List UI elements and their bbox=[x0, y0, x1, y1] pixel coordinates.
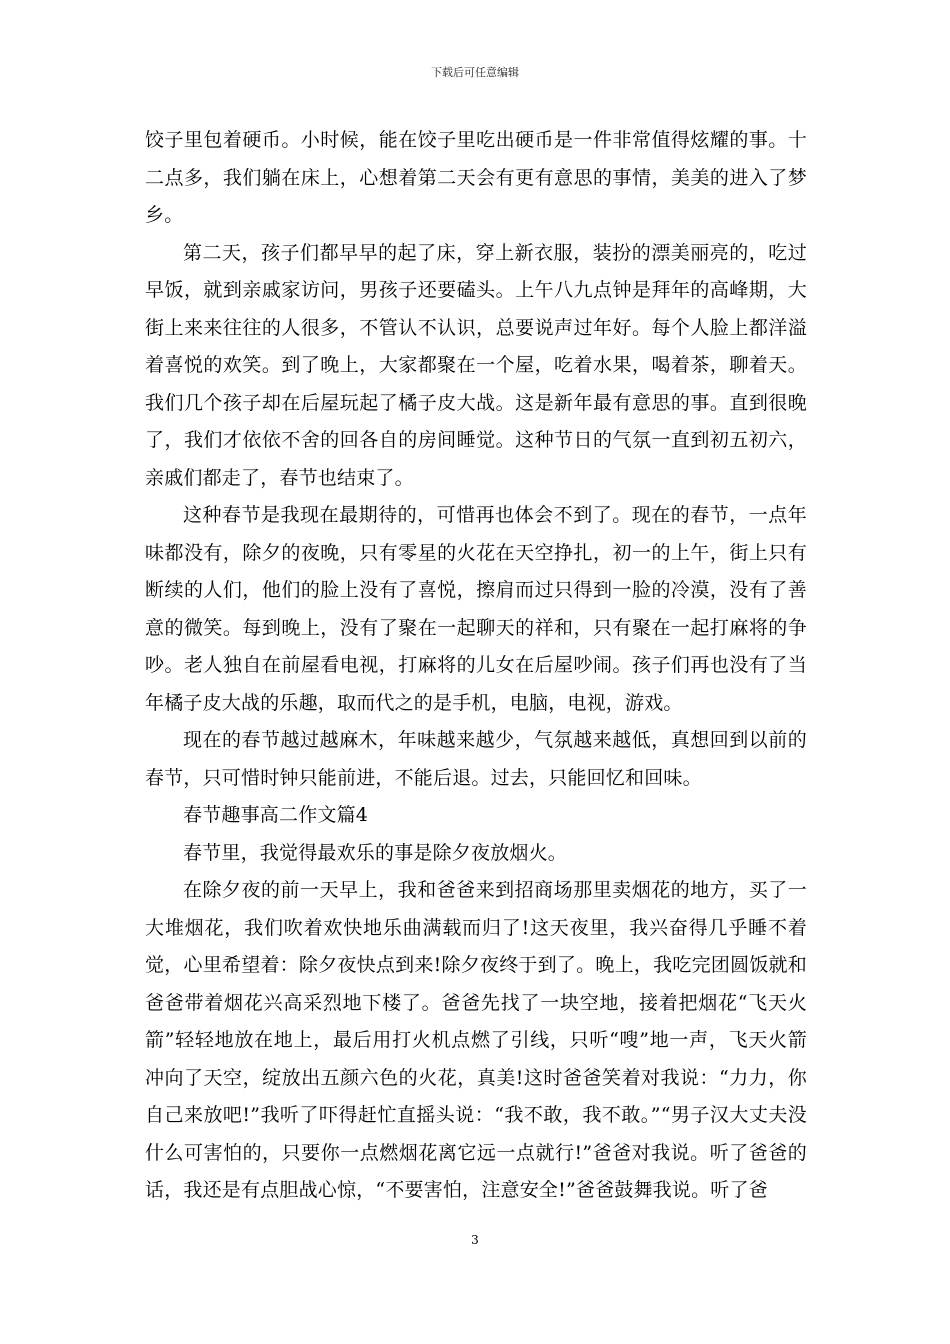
paragraph: 春节里，我觉得最欢乐的事是除夕夜放烟火。 bbox=[183, 841, 568, 864]
paragraph: 饺子里包着硬币。小时候，能在饺子里吃出硬币是一件非常值得炫耀的事。十二点多，我们躺在床上，心想着第二天会有更有意思的事情，美美的进入了梦乡。 bbox=[145, 129, 807, 226]
paragraph: 在除夕夜的前一天早上，我和爸爸来到招商场那里卖烟花的地方，买了一大堆烟花，我们吹着欢快地乐曲满载而归了!这天夜里，我兴奋得几乎睡不着觉，心里希望着：除夕夜快点到来!除夕夜终于到了。晚上，我吃完团圆饭就和爸爸带着烟花兴高采烈地下楼了。爸爸先找了一块空地，接着把烟花“飞天火箭”轻轻地放在地上，最后用打火机点燃了引线，只听“嗖”地一声，飞天火箭冲向了天空，绽放出五颜六色的火花，真美!这时爸爸笑着对我说：“力力，你自己来放吧!”我听了吓得赶忙直摇头说：“我不敢，我不敢。”“男子汉大丈夫没什么可害怕的，只要你一点燃烟花离它远一点就行!”爸爸对我说。听了爸爸的话，我还是有点胆战心惊，“不要害怕，注意安全!”爸爸鼓舞我说。听了爸 bbox=[145, 879, 807, 1201]
page-header: 下载后可任意编辑 bbox=[431, 66, 519, 79]
page-number: 3 bbox=[471, 1233, 479, 1247]
section-heading: 春节趣事高二作文篇4 bbox=[183, 804, 369, 826]
paragraph: 这种春节是我现在最期待的，可惜再也体会不到了。现在的春节，一点年味都没有，除夕的夜晚，只有零星的火花在天空挣扎，初一的上午，街上只有断续的人们，他们的脸上没有了喜悦，擦肩而过只得到一脸的冷漠，没有了善意的微笑。每到晚上，没有了聚在一起聊天的祥和，只有聚在一起打麻将的争吵。老人独自在前屋看电视，打麻将的儿女在后屋吵闹。孩子们再也没有了当年橘子皮大战的乐趣，取而代之的是手机，电脑，电视，游戏。 bbox=[145, 504, 807, 714]
body-text bbox=[145, 122, 807, 1210]
paragraph: 现在的春节越过越麻木，年味越来越少，气氛越来越低，真想回到以前的春节，只可惜时钟只能前进，不能后退。过去，只能回忆和回味。 bbox=[145, 729, 807, 789]
paragraph: 第二天，孩子们都早早的起了床，穿上新衣服，装扮的漂美丽亮的，吃过早饭，就到亲戚家访问，男孩子还要磕头。上午八九点钟是拜年的高峰期，大街上来来往往的人很多，不管认不认识，总要说声过年好。每个人脸上都洋溢着喜悦的欢笑。到了晚上，大家都聚在一个屋，吃着水果，喝着茶，聊着天。我们几个孩子却在后屋玩起了橘子皮大战。这是新年最有意思的事。直到很晚了，我们才依依不舍的回各自的房间睡觉。这种节日的气氛一直到初五初六，亲戚们都走了，春节也结束了。 bbox=[145, 241, 807, 489]
